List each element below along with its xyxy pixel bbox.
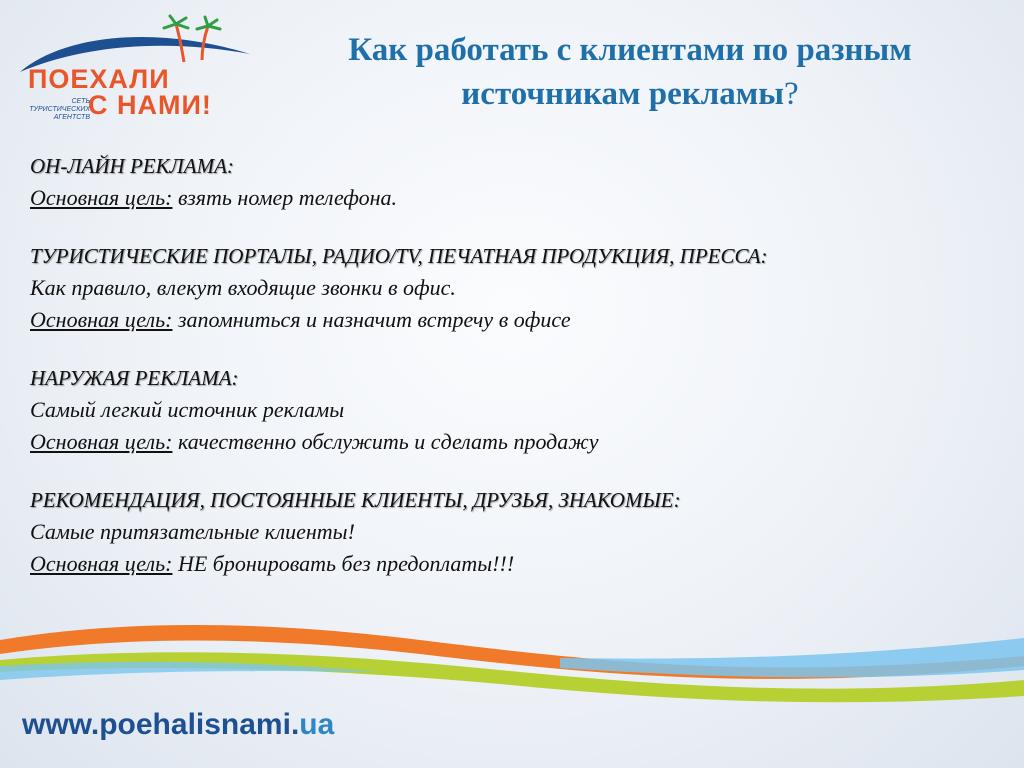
description-text: Как правило, влекут входящие звонки в офис. bbox=[30, 275, 456, 300]
goal-text: взять номер телефона. bbox=[172, 185, 398, 210]
logo-line-1: ПОЕХАЛИ bbox=[28, 64, 170, 94]
goal-line bbox=[30, 548, 990, 580]
decorative-waves-icon bbox=[0, 600, 1024, 710]
goal-line bbox=[30, 182, 990, 214]
description-line bbox=[30, 516, 990, 548]
section-heading: ОН-ЛАЙН РЕКЛАМА: bbox=[30, 154, 234, 178]
goal-label: Основная цель: bbox=[30, 307, 173, 332]
section-referrals bbox=[30, 484, 990, 580]
logo-subtitle: СЕТЬ ТУРИСТИЧЕСКИХ АГЕНТСТВ bbox=[29, 98, 90, 121]
description-text: Самые притязательные клиенты! bbox=[30, 519, 355, 544]
section-online bbox=[30, 150, 990, 214]
website-tld: ua bbox=[299, 708, 335, 741]
title-question-mark: ? bbox=[784, 76, 799, 112]
goal-line bbox=[30, 304, 990, 336]
website-link[interactable] bbox=[22, 708, 334, 742]
description-line bbox=[30, 394, 990, 426]
content-body bbox=[30, 150, 990, 606]
section-heading: ТУРИСТИЧЕСКИЕ ПОРТАЛЫ, РАДИО/TV, ПЕЧАТНАЯ ПРОДУКЦИЯ, ПРЕССА: bbox=[30, 244, 768, 268]
section-heading: РЕКОМЕНДАЦИЯ, ПОСТОЯННЫЕ КЛИЕНТЫ, ДРУЗЬЯ, ЗНАКОМЫЕ: bbox=[30, 488, 681, 512]
description-line bbox=[30, 272, 990, 304]
title-text: Как работать с клиентами по разным источникам рекламы bbox=[348, 32, 912, 112]
goal-text: запомниться и назначит встречу в офисе bbox=[172, 307, 571, 332]
goal-text: НЕ бронировать без предоплаты!!! bbox=[172, 551, 515, 576]
goal-label: Основная цель: bbox=[30, 429, 173, 454]
page-title bbox=[260, 28, 1000, 116]
goal-label: Основная цель: bbox=[30, 551, 173, 576]
brand-logo bbox=[12, 14, 262, 124]
description-text: Самый легкий источник рекламы bbox=[30, 397, 345, 422]
goal-label: Основная цель: bbox=[30, 185, 173, 210]
website-main: www.poehalisnami. bbox=[22, 708, 300, 741]
goal-text: качественно обслужить и сделать продажу bbox=[172, 429, 599, 454]
section-outdoor bbox=[30, 362, 990, 458]
logo-line-2: С НАМИ! bbox=[88, 90, 212, 120]
section-heading: НАРУЖАЯ РЕКЛАМА: bbox=[30, 366, 239, 390]
goal-line bbox=[30, 426, 990, 458]
section-portals bbox=[30, 240, 990, 336]
